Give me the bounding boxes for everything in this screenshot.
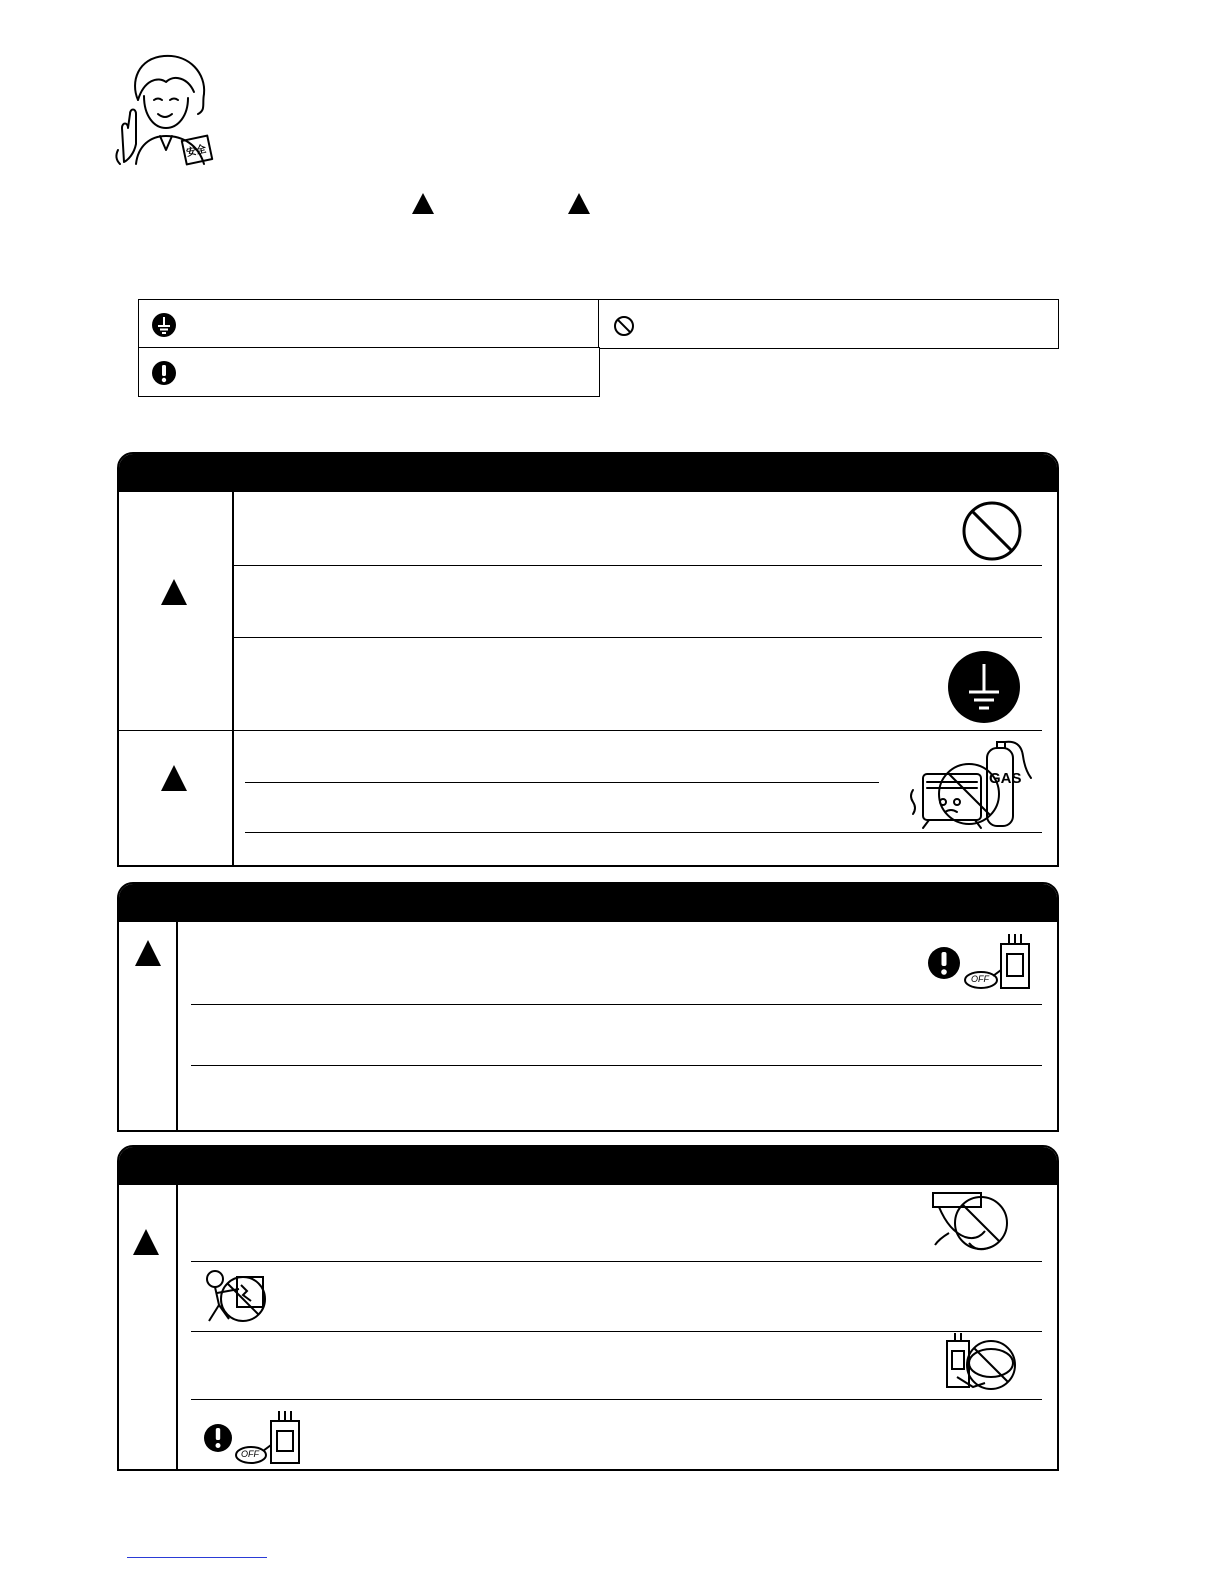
gas-label: GAS [989,770,1022,787]
care-section [117,1145,1059,1471]
legend-cell-ground [138,299,600,349]
row-divider [191,1004,1042,1005]
row-divider [191,1399,1042,1400]
row-divider [233,565,1042,566]
footer-link-rule [127,1557,267,1558]
warning-triangle-icon [412,193,434,214]
wet-cloth-illustration [919,1191,1015,1259]
row-divider [191,1261,1042,1262]
off-label: OFF [971,974,989,984]
ground-icon [947,650,1021,724]
breaker-off-illustration [235,1411,305,1469]
unit-gas-illustration [905,738,1037,830]
breaker-off-illustration [963,932,1033,996]
prohibited-icon [961,500,1023,562]
row-divider [119,730,234,731]
warning-triangle-icon [135,940,161,966]
warning-section [117,452,1059,867]
legend-cell-prohibited [598,299,1059,349]
warning-triangle-icon [161,579,187,605]
row-divider [245,782,879,783]
row-divider [191,1331,1042,1332]
row-divider [245,832,1042,833]
exclamation-icon [203,1423,233,1453]
warning-triangle-icon [568,193,590,214]
column-divider [176,922,178,1130]
off-label: OFF [241,1449,259,1459]
caution-section [117,882,1059,1132]
section-header-bar [119,1147,1057,1185]
seal-text: 安全 [185,143,208,159]
warning-triangle-icon [133,1229,159,1255]
legend-cell-mandatory [138,347,600,397]
ground-icon [151,312,177,338]
prohibited-icon [613,315,635,337]
section-header-bar [119,454,1057,492]
section-header-bar [119,884,1057,922]
exclamation-icon [151,360,177,386]
wet-switch-illustration [943,1333,1027,1397]
person-shock-illustration [197,1269,273,1329]
column-divider [176,1185,178,1469]
row-divider [233,637,1042,638]
row-divider [191,1065,1042,1066]
exclamation-icon [927,946,961,980]
warning-triangle-icon [161,765,187,791]
woman-illustration [108,52,220,166]
row-divider [233,730,1042,731]
column-divider [232,492,234,865]
